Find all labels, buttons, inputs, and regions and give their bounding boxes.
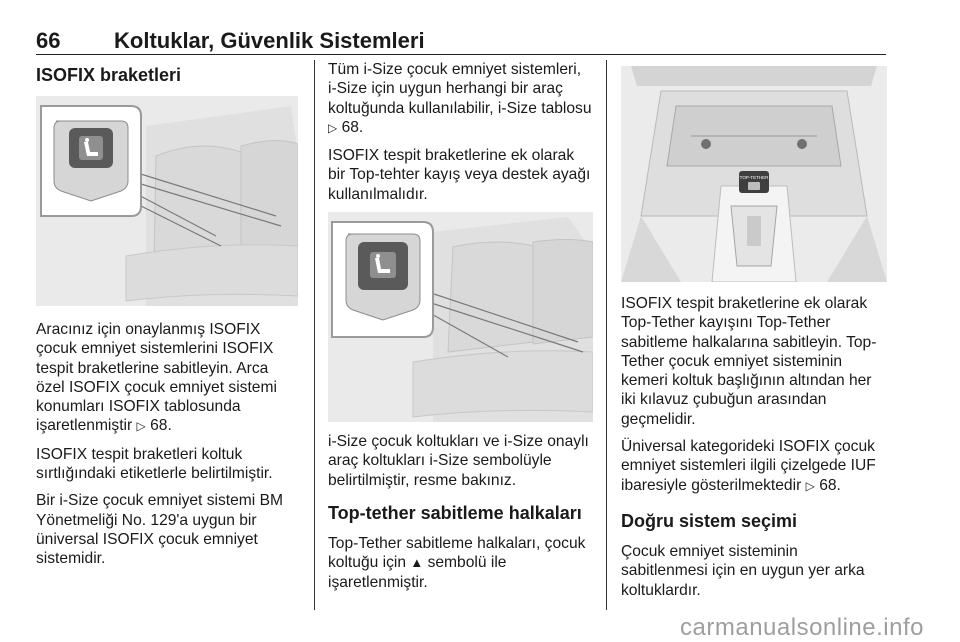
section-heading-system-choice: Doğru sistem seçimi	[621, 510, 798, 531]
paragraph: Top-Tether sabitleme halkaları, çocuk koltuğu için ▲ sembolü ile işaretlenmiştir.	[328, 534, 586, 591]
column-divider	[606, 60, 607, 610]
page-number: 66	[36, 28, 61, 53]
header-divider	[36, 54, 886, 55]
paragraph: ISOFIX tespit braketlerine ek olarak Top-Tether kayışını Top-Tether sabitleme halkalarına sabitleyin. Top-Tether çocuk emniyet sisteminin kemeri koltuk başlığının altından her iki kılavuz çubuğun arasından geçmelidir.	[621, 295, 877, 428]
i-size-icon	[370, 252, 396, 278]
paragraph: Bir i-Size çocuk emniyet sistemi BM Yönetmeliği No. 129'a uygun bir üniversal ISOFIX çocuk emniyet sistemidir.	[36, 492, 283, 568]
column-divider	[314, 60, 315, 610]
page-title: Koltuklar, Güvenlik Sistemleri	[114, 28, 425, 53]
isofix-bracket-illustration	[36, 96, 298, 306]
top-tether-illustration	[621, 66, 887, 282]
paragraph: Çocuk emniyet sisteminin sabitlenmesi için en uygun yer arka koltuklardır.	[621, 542, 865, 599]
paragraph: ISOFIX tespit braketlerine ek olarak bir Top-tehter kayış veya destek ayağı kullanılmalıdır.	[328, 147, 591, 203]
watermark: carmanualsonline.info	[680, 614, 924, 641]
i-size-symbol-illustration	[328, 212, 593, 422]
paragraph: Tüm i-Size çocuk emniyet sistemleri, i-Size için uygun herhangi bir araç koltuğunda kullanılabilir, i-Size tablosu ▷ 68.	[328, 61, 592, 136]
section-heading-top-tether: Top-tether sabitleme halkaları	[328, 502, 582, 523]
paragraph: Aracınız için onaylanmış ISOFIX çocuk emniyet sistemlerini ISOFIX tespit braketlerine sabitleyin. Arca özel ISOFIX çocuk emniyet sistemi konumları ISOFIX tablosunda işaretlenmiştir ▷ 68.	[36, 321, 277, 435]
paragraph: ISOFIX tespit braketleri koltuk sırtlığındaki etiketlerle belirtilmiştir.	[36, 445, 273, 483]
column-1	[36, 60, 298, 577]
column-3	[621, 60, 887, 608]
child-seat-icon	[79, 136, 103, 160]
child-seat-icon: ▲	[410, 555, 424, 571]
page-reference-arrow-icon: ▷	[328, 120, 338, 135]
page-header	[36, 28, 886, 54]
paragraph: Üniversal kategorideki ISOFIX çocuk emniyet sistemleri ilgili çizelgede IUF ibaresiyle gösterilmektedir ▷ 68.	[621, 438, 876, 494]
figure-caption: i-Size çocuk koltukları ve i-Size onaylı araç koltukları i-Size sembolüyle belirtilmiştir, resme bakınız.	[328, 433, 589, 489]
section-heading-isofix: ISOFIX braketleri	[36, 65, 182, 85]
column-2	[328, 60, 593, 600]
page-reference-arrow-icon: ▷	[805, 478, 815, 493]
page-reference-arrow-icon: ▷	[136, 419, 146, 434]
top-tether-label: TOP-TETHER	[739, 175, 769, 180]
